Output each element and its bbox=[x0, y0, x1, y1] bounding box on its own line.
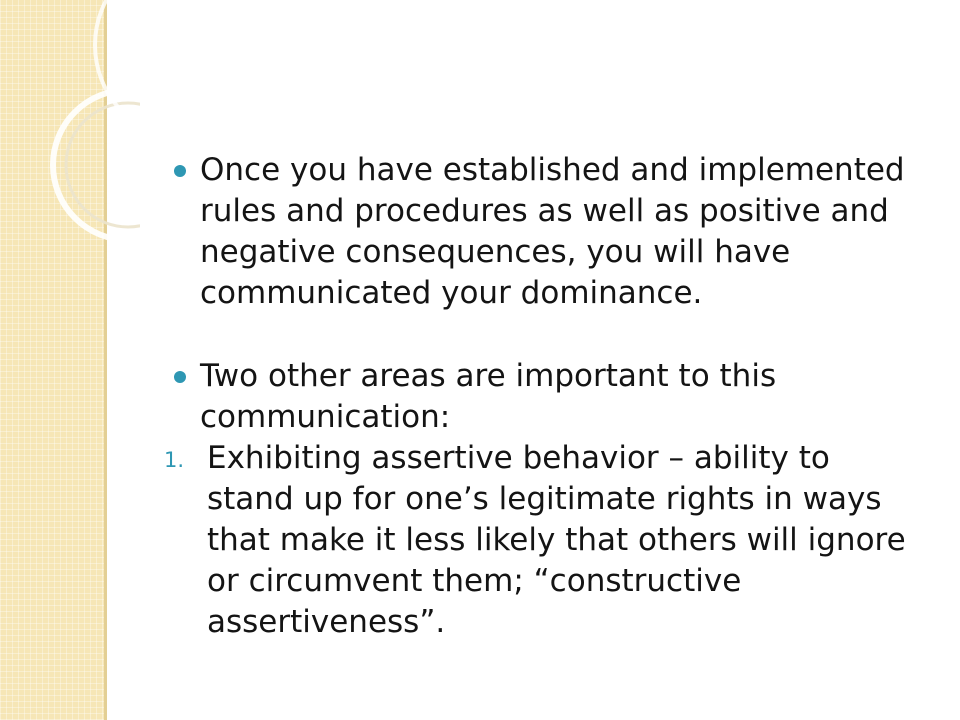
bullet-text: Once you have established and implemented rules and procedures as well as positive and negative consequences, you will have communicated your dominance. bbox=[200, 152, 905, 311]
slide-body bbox=[164, 150, 912, 643]
list-number: 1. bbox=[164, 448, 185, 472]
bullet-dot-icon bbox=[174, 165, 186, 177]
bullet-dot-icon bbox=[174, 371, 186, 383]
decorative-rings bbox=[0, 0, 140, 260]
bullet-item bbox=[172, 356, 912, 438]
numbered-item bbox=[164, 438, 912, 643]
bullet-text: Two other areas are important to this communication: bbox=[200, 358, 777, 435]
bullet-item bbox=[172, 150, 912, 314]
numbered-text: Exhibiting assertive behavior – ability to stand up for one’s legitimate rights in ways that make it less likely that others will ignore or circumvent them; “constructive assertiveness”. bbox=[207, 440, 906, 640]
